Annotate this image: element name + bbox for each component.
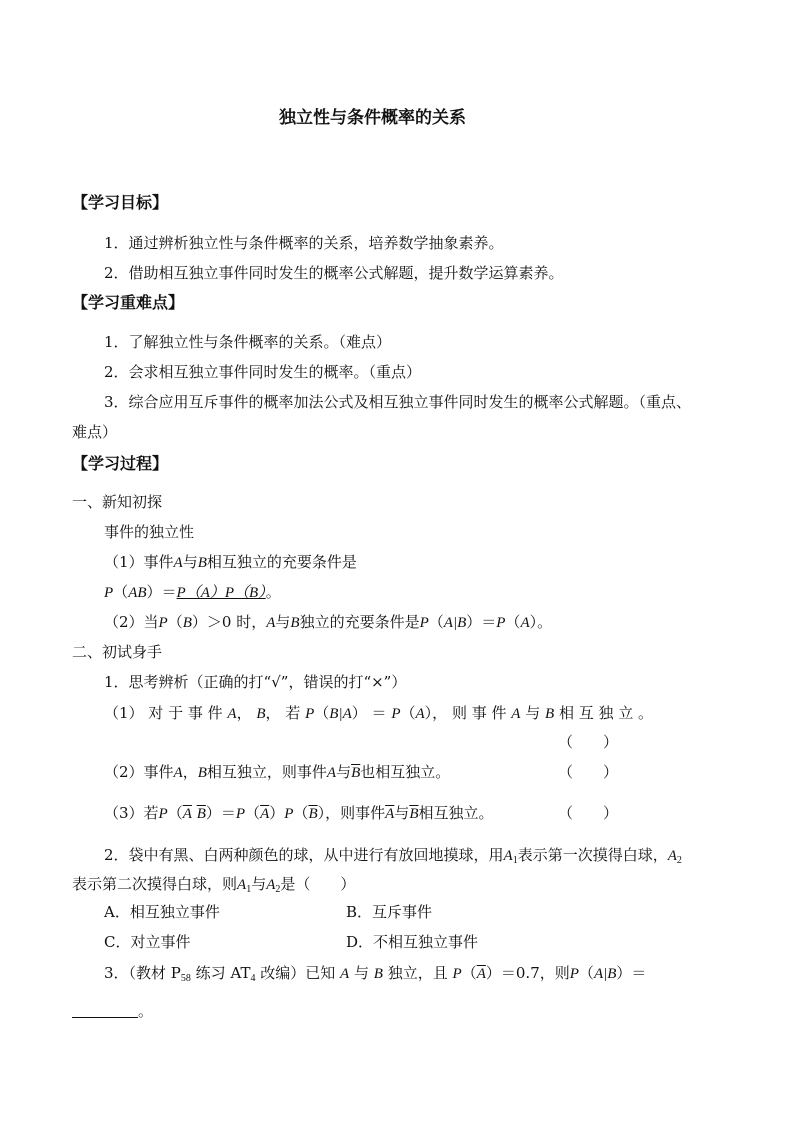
goal-item-2: 2．借助相互独立事件同时发生的概率公式解题，提升数学运算素养。 [104, 264, 564, 282]
key-item-3: 3．综合应用互斥事件的概率加法公式及相互独立事件同时发生的概率公式解题。（重点、 [104, 393, 692, 411]
section-heading-goals: 【学习目标】 [72, 193, 169, 212]
part1-subtitle: 事件的独立性 [104, 523, 195, 541]
key-item-2: 2．会求相互独立事件同时发生的概率。（重点） [104, 363, 422, 381]
section-heading-key-points: 【学习重难点】 [72, 293, 185, 312]
page-title: 独立性与条件概率的关系 [279, 108, 466, 128]
q1-statement-2: （2）事件A，B相互独立，则事件A与$\overline{B}$也相互独立。 [104, 763, 451, 781]
independence-line-2: P（AB）＝P（A）P（B）。 [104, 583, 281, 601]
q2-option-d[interactable]: D．不相互独立事件 [346, 933, 479, 951]
q2-option-b[interactable]: B．互斥事件 [346, 903, 433, 921]
q1-answer-paren-1[interactable]: （ ） [558, 733, 619, 751]
q2-line-1: 2．袋中有黑、白两种颜色的球，从中进行有放回地摸球，用$A_1$表示第一次摸得白球，$A_2$ [104, 846, 682, 866]
q1-statement-3: （3）若$P(\overline{A}$ $\overline{B})=P(\overline{A})P(\overline{B})$，则事件$\overline{A}$与$\overline{B}$相互独立。 [104, 804, 494, 822]
independence-line-3: （2）当P（B）＞0 时，A与B独立的充要条件是P（A|B）＝P（A）。 [104, 613, 553, 631]
q2-option-a[interactable]: A．相互独立事件 [104, 903, 220, 921]
key-item-1: 1．了解独立性与条件概率的关系。（难点） [104, 333, 392, 351]
q1-title: 1．思考辨析（正确的打“√”，错误的打“×”） [104, 673, 407, 691]
q1-answer-paren-3[interactable]: （ ） [558, 804, 619, 822]
key-item-3-cont: 难点） [72, 423, 118, 441]
part2-title: 二、初试身手 [72, 643, 163, 661]
q3-answer-blank[interactable] [72, 1005, 138, 1018]
q2-line-2: 表示第二次摸得白球，则$A_1$与$A_2$是（ ） [72, 875, 356, 895]
section-heading-process: 【学习过程】 [72, 454, 169, 473]
q3-line-1: 3．（教材 $P_{58}$ 练习 $AT_4$ 改编）已知 A 与 B 独立，且 $P(\overline{A})=0.7$，则P（A|B）＝ [104, 964, 647, 984]
q1-answer-paren-2[interactable]: （ ） [558, 763, 619, 781]
answer-underline: P（A）P（B） [176, 585, 266, 601]
q1-statement-1: （1） 对 于 事 件 A， B， 若 P（B|A） ＝ P（A）， 则 事 件 A 与 B 相 互 独 立 。 [104, 704, 654, 722]
q2-option-c[interactable]: C．对立事件 [104, 933, 191, 951]
independence-line-1: （1）事件A与B相互独立的充要条件是 [104, 553, 357, 571]
goal-item-1: 1．通过辨析独立性与条件概率的关系，培养数学抽象素养。 [104, 234, 504, 252]
q3-line-2: 。 [72, 1004, 153, 1019]
part1-title: 一、新知初探 [72, 493, 163, 511]
